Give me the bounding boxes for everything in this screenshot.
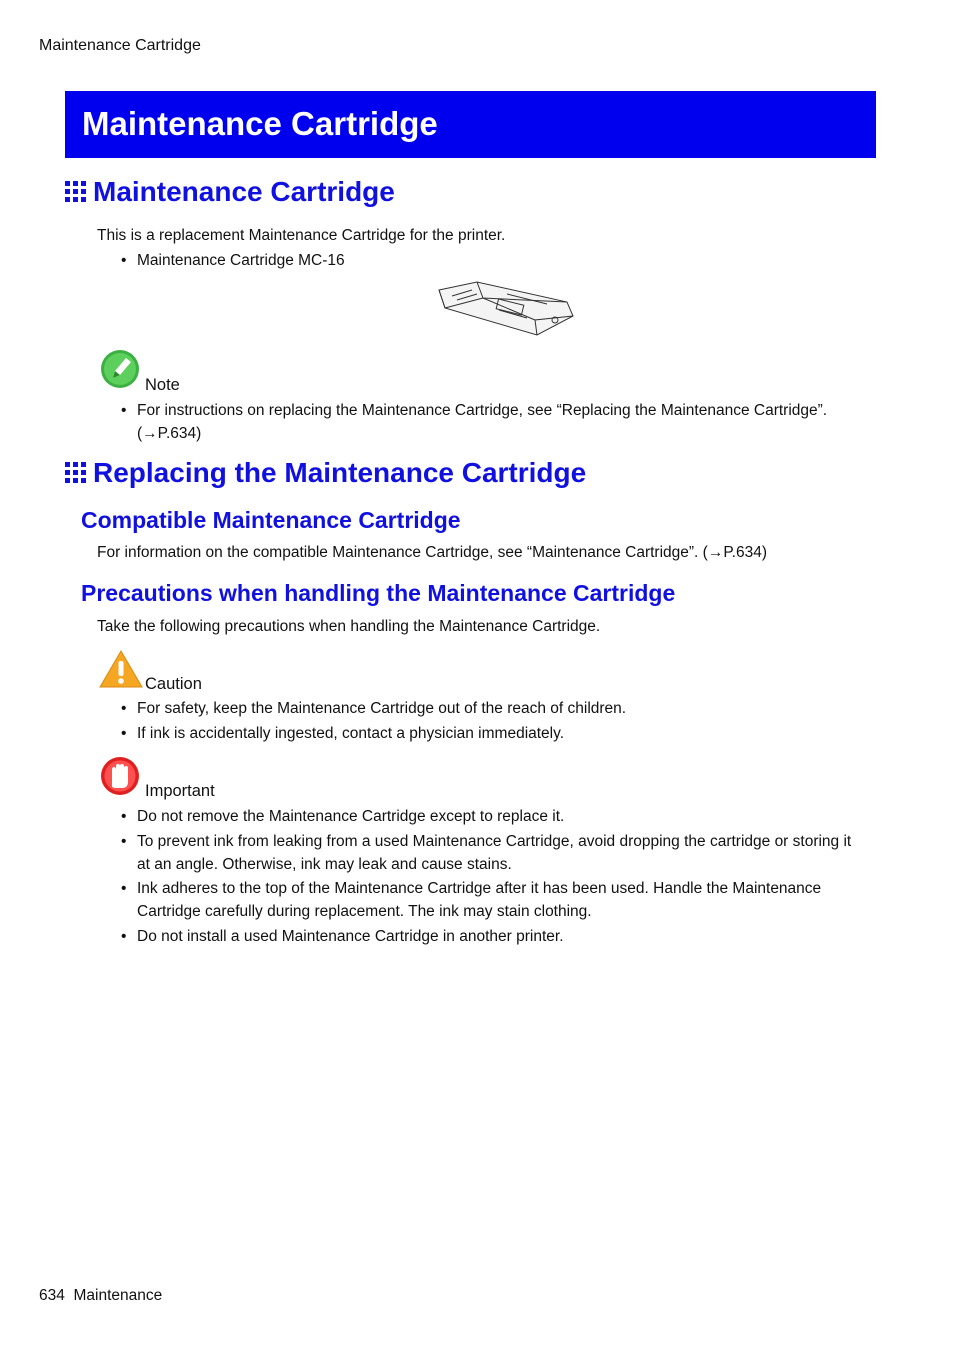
- note-pencil-icon: [100, 349, 140, 389]
- footer-section: Maintenance: [73, 1287, 163, 1304]
- page-number: 634: [39, 1287, 65, 1304]
- grid-icon: [65, 462, 87, 484]
- precautions-text: Take the following precautions when handling the Maintenance Cartridge.: [97, 618, 601, 635]
- section-heading-text: Maintenance Cartridge: [93, 176, 395, 207]
- subheading-precautions: Precautions when handling the Maintenance Cartridge: [81, 580, 676, 606]
- important-stop-hand-icon: [100, 756, 140, 796]
- banner-title: Maintenance Cartridge: [82, 105, 438, 142]
- maintenance-cartridge-image: [437, 280, 577, 340]
- important-label: Important: [145, 782, 215, 800]
- page-reference-link[interactable]: (→P.634): [137, 425, 202, 442]
- grid-icon: [65, 181, 87, 203]
- caution-label: Caution: [145, 675, 202, 693]
- page-footer: [39, 1287, 162, 1305]
- intro-text: This is a replacement Maintenance Cartridge for the printer.: [97, 227, 506, 244]
- section-heading-maintenance-cartridge: [65, 176, 395, 208]
- compatible-text: For information on the compatible Maintenance Cartridge, see “Maintenance Cartridge”. (→P.634): [97, 544, 767, 561]
- caution-warning-icon: [98, 649, 144, 689]
- note-label: Note: [145, 376, 180, 394]
- running-header: Maintenance Cartridge: [39, 37, 201, 54]
- section-heading-replacing: [65, 457, 586, 489]
- subheading-compatible: Compatible Maintenance Cartridge: [81, 507, 461, 533]
- section-heading-text: Replacing the Maintenance Cartridge: [93, 457, 587, 488]
- chapter-banner: [65, 91, 876, 158]
